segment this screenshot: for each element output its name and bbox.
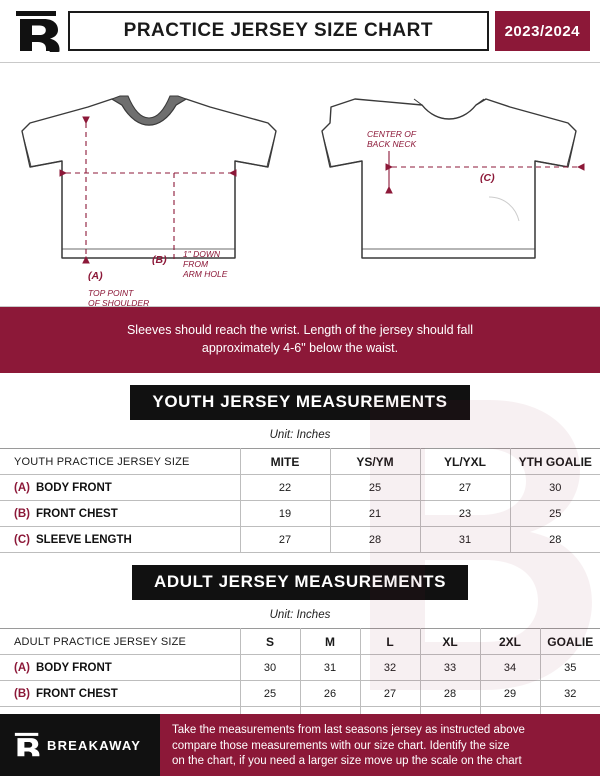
cell: 25	[330, 475, 420, 501]
adult-col-s: S	[240, 629, 300, 655]
cell: 32	[540, 681, 600, 707]
youth-col-ys-ym: YS/YM	[330, 449, 420, 475]
cell: 26	[300, 681, 360, 707]
svg-text:(B): (B)	[152, 254, 167, 266]
footer-brand-block	[0, 714, 160, 776]
adult-col-xl: XL	[420, 629, 480, 655]
adult-col-l: L	[360, 629, 420, 655]
page-header	[0, 0, 600, 62]
adult-row-front-chest-label	[0, 681, 240, 707]
measure-name: BODY FRONT	[35, 481, 112, 494]
cell: 21	[330, 501, 420, 527]
table-row	[0, 655, 600, 681]
note-line-1: Sleeves should reach the wrist. Length of the jersey should fall	[126, 323, 474, 337]
measure-name: SLEEVE LENGTH	[35, 533, 132, 546]
table-row	[0, 475, 600, 501]
adult-col-goalie: GOALIE	[540, 629, 600, 655]
svg-text:ARM HOLE: ARM HOLE	[183, 269, 228, 279]
svg-text:(A): (A)	[88, 270, 103, 282]
adult-section-heading: ADULT JERSEY MEASUREMENTS	[132, 565, 468, 600]
footer-instructions	[160, 714, 600, 776]
adult-row-body-front-label	[0, 655, 240, 681]
cell: 25	[510, 501, 600, 527]
cell: 19	[240, 501, 330, 527]
page-title: PRACTICE JERSEY SIZE CHART	[123, 20, 433, 41]
cell: 25	[240, 681, 300, 707]
measure-tag-a: (A)	[14, 661, 30, 674]
cell: 32	[360, 655, 420, 681]
cell: 28	[420, 681, 480, 707]
adult-col-size-label: ADULT PRACTICE JERSEY SIZE	[0, 629, 240, 655]
breakaway-b-logo-icon	[14, 732, 40, 758]
footer-text-line-1: Take the measurements from last seasons jersey as instructed above	[172, 724, 525, 736]
cell: 22	[240, 475, 330, 501]
breakaway-b-logo-icon	[14, 10, 60, 52]
title-bar	[68, 11, 489, 51]
note-band	[0, 307, 600, 373]
adult-section	[0, 553, 600, 733]
svg-text:OF SHOULDER: OF SHOULDER	[88, 298, 150, 308]
measure-name: FRONT CHEST	[35, 687, 118, 700]
youth-row-sleeve-length-label	[0, 527, 240, 553]
youth-section	[0, 373, 600, 553]
svg-text:1" DOWN: 1" DOWN	[183, 249, 221, 259]
youth-col-yth-goalie: YTH GOALIE	[510, 449, 600, 475]
footer-text-line-2: compare those measurements with our size chart. Identify the size	[172, 739, 510, 752]
cell: 33	[420, 655, 480, 681]
adult-col-m: M	[300, 629, 360, 655]
footer-brand-name: BREAKAWAY	[47, 737, 142, 753]
cell: 35	[540, 655, 600, 681]
svg-text:(C): (C)	[480, 172, 495, 184]
jersey-front-illustration	[22, 96, 276, 258]
cell: 30	[240, 655, 300, 681]
measure-name: BODY FRONT	[35, 661, 112, 674]
table-row	[0, 681, 600, 707]
youth-col-size-label: YOUTH PRACTICE JERSEY SIZE	[0, 449, 240, 475]
youth-col-mite: MITE	[240, 449, 330, 475]
table-row	[0, 501, 600, 527]
cell: 28	[330, 527, 420, 553]
adult-col-2xl: 2XL	[480, 629, 540, 655]
measure-tag-c: (C)	[14, 533, 30, 546]
note-line-2: approximately 4-6" below the waist.	[201, 341, 399, 356]
measure-tag-b: (B)	[14, 507, 30, 520]
svg-text:CENTER OF: CENTER OF	[367, 129, 417, 139]
measure-tag-b: (B)	[14, 687, 30, 700]
cell: 27	[420, 475, 510, 501]
cell: 30	[510, 475, 600, 501]
cell: 27	[360, 681, 420, 707]
youth-col-yl-yxl: YL/YXL	[420, 449, 510, 475]
svg-text:BACK NECK: BACK NECK	[367, 139, 417, 149]
youth-row-front-chest-label	[0, 501, 240, 527]
cell: 31	[300, 655, 360, 681]
table-row	[0, 527, 600, 553]
cell: 29	[480, 681, 540, 707]
cell: 28	[510, 527, 600, 553]
youth-section-heading: YOUTH JERSEY MEASUREMENTS	[130, 385, 469, 420]
measure-name: FRONT CHEST	[35, 507, 118, 520]
svg-text:FROM: FROM	[183, 259, 209, 269]
youth-measurements-table	[0, 448, 600, 553]
cell: 31	[420, 527, 510, 553]
youth-unit-label: Unit: Inches	[269, 429, 331, 442]
jersey-back-illustration	[322, 99, 576, 258]
youth-row-body-front-label	[0, 475, 240, 501]
cell: 27	[240, 527, 330, 553]
table-header-row	[0, 629, 600, 655]
season-year-badge: 2023/2024	[495, 11, 590, 51]
footer-text-line-3: on the chart, if you need a larger size move up the scale on the chart	[172, 755, 522, 768]
svg-text:TOP POINT: TOP POINT	[88, 288, 134, 298]
jersey-diagram	[0, 62, 600, 307]
cell: 23	[420, 501, 510, 527]
adult-unit-label: Unit: Inches	[269, 609, 331, 622]
measure-tag-a: (A)	[14, 481, 30, 494]
table-header-row	[0, 449, 600, 475]
page-footer	[0, 714, 600, 776]
cell: 34	[480, 655, 540, 681]
